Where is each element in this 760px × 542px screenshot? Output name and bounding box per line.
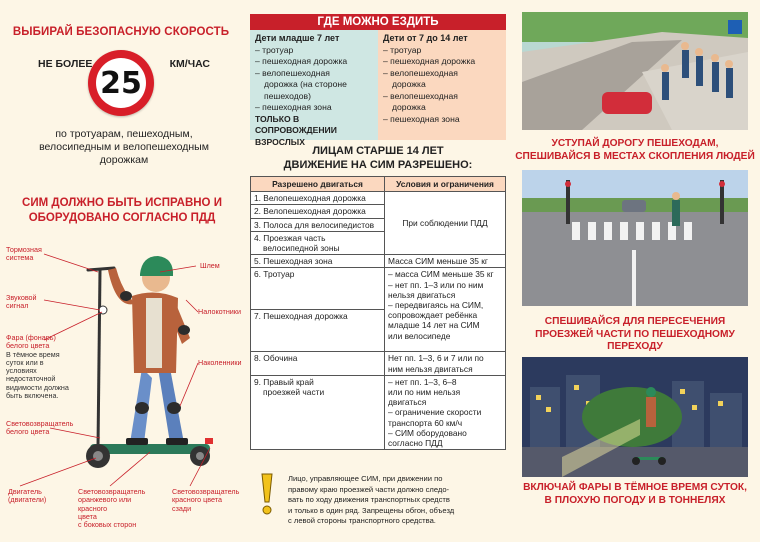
condition-sidewalk: – масса СИМ меньше 35 кг – нет пп. 1–3 или по ним нельзя двигаться – передвигаясь на СИМ, сопровождает ребёнка младше 14 лет на СИМ или велосипеде (385, 268, 506, 352)
adult-note: ТОЛЬКО В СОПРОВОЖДЕНИИ (255, 113, 337, 135)
table-header-conditions: Условия и ограничения (385, 177, 506, 192)
places-line: по тротуарам, пешеходным, (55, 128, 193, 140)
callout-headlight: Фара (фонарь) белого цвета В тёмное время суток или в условиях недостаточной видимости должна быть включена. (6, 333, 69, 401)
table-row: 9. Правый край проезжей части – нет пп. 1–3, 6–8 или по ним нельзя двигаться – ограничение скорости транспорта 60 км/ч – СИМ оборудовано согласно ПДД (251, 375, 506, 449)
helmet (140, 256, 173, 276)
places-line: велосипедным и велопешеходным (39, 141, 209, 153)
callout-helmet: Шлем (200, 261, 220, 270)
column-header: Дети младше 7 лет (255, 33, 340, 43)
where-to-ride-box (250, 14, 506, 147)
speed-limit-sign-icon (88, 50, 154, 116)
table-row: 7. Пешеходная дорожка (251, 310, 506, 352)
road-sign (728, 20, 742, 34)
speed-prefix: НЕ БОЛЕЕ (38, 58, 93, 70)
night-ride-illustration (522, 357, 748, 477)
speed-unit: КМ/ЧАС (169, 58, 210, 70)
scooter-rider-illustration (60, 248, 220, 473)
crosswalk-illustration (522, 170, 748, 306)
elbow-pad (120, 291, 132, 301)
lane-rule-note: Лицо, управляющее СИМ, при движении по правому краю проезжей части должно следо- вать по ходу движения транспортных средств и только в один ряд. Запрещены обгон, объезд с левой стороны транспортного средства. (250, 468, 506, 538)
pedestrians-illustration (522, 12, 748, 130)
knee-pad (167, 402, 181, 414)
table-header-allowed: Разрешено двигаться (251, 177, 385, 192)
exclamation-icon (256, 472, 278, 516)
condition-pdd: При соблюдении ПДД (385, 192, 506, 255)
caption-lights-on: ВКЛЮЧАЙ ФАРЫ В ТЁМНОЕ ВРЕМЯ СУТОК, В ПЛОХУЮ ПОГОДУ И В ТОННЕЛЯХ (523, 482, 747, 506)
speed-limit-value: 25 (96, 58, 146, 108)
knee-pad (135, 402, 149, 414)
rear-reflector (205, 438, 213, 444)
equipment-title-line: ОБОРУДОВАНО СОГЛАСНО ПДД (28, 212, 216, 224)
sim-title: ЛИЦАМ СТАРШЕ 14 ЛЕТ ДВИЖЕНИЕ НА СИМ РАЗРЕШЕНО: (283, 145, 473, 171)
table-row: 4. Проезжая часть велосипедной зоны (251, 231, 506, 254)
caption-dismount-crosswalk: СПЕШИВАЙСЯ ДЛЯ ПЕРЕСЕЧЕНИЯ ПРОЕЗЖЕЙ ЧАСТИ ПО ПЕШЕХОДНОМУ ПЕРЕХОДУ (535, 316, 735, 352)
callout-reflector-white: Световозвращатель белого цвета (6, 419, 74, 437)
table-row: 6. Тротуар – масса СИМ меньше 35 кг – нет пп. 1–3 или по ним нельзя двигаться – передвигаясь на СИМ, сопровождает ребёнка младше 14 лет на СИМ или велосипеде (251, 268, 506, 310)
scooter-stem (98, 270, 100, 448)
callout-motor: Двигатель (двигатели) (8, 487, 47, 505)
equipment-title (14, 196, 230, 226)
equipment-title-line: СИМ ДОЛЖНО БЫТЬ ИСПРАВНО И (22, 197, 222, 209)
condition-roadside: – нет пп. 1–3, 6–8 или по ним нельзя двигаться – ограничение скорости транспорта 60 км/ч – СИМ оборудовано согласно ПДД (385, 375, 506, 449)
callout-reflector-orange: Световозвращатель оранжевого или красного цвета с боковых сторон (78, 487, 146, 530)
callout-horn: Звуковой сигнал (6, 293, 37, 311)
table-row: 1. Велопешеходная дорожка При соблюдении ПДД (251, 192, 506, 205)
caption-yield-pedestrians: УСТУПАЙ ДОРОГУ ПЕШЕХОДАМ, СПЕШИВАЙСЯ В МЕСТАХ СКОПЛЕНИЯ ЛЮДЕЙ (515, 138, 755, 162)
callout-reflector-red: Световозвращатель красного цвета сзади (172, 487, 240, 513)
person-with-scooter (672, 200, 680, 226)
column-header: Дети от 7 до 14 лет (383, 33, 468, 43)
speed-places-text (24, 128, 224, 167)
table-row: 5. Пешеходная зона Масса СИМ меньше 35 кг (251, 255, 506, 268)
sim-rules-table (250, 176, 506, 450)
where-title: ГДЕ МОЖНО ЕЗДИТЬ (250, 14, 506, 30)
speed-limit-row (22, 48, 232, 120)
night-rider (646, 397, 656, 427)
callout-knee: Наколенники (198, 358, 242, 367)
table-row: 8. Обочина Нет пп. 1–3, 6 и 7 или по ним нельзя двигаться (251, 352, 506, 375)
headlight (99, 306, 107, 314)
age-7-14-column: Дети от 7 до 14 лет – тротуар – пешеходная дорожка – велопешеходная дорожка – велопешеходная дорожка – пешеходная зона (378, 30, 506, 140)
speed-title: ВЫБИРАЙ БЕЗОПАСНУЮ СКОРОСТЬ (12, 26, 230, 38)
callout-elbow: Налокотники (198, 307, 241, 316)
under-7-column: Дети младше 7 лет – тротуар – пешеходная дорожка – велопешеходная дорожка (на стороне пешеходов) – пешеходная зона ТОЛЬКО В СОПРОВОЖДЕНИИ ВЗРОСЛЫХ (250, 30, 378, 140)
table-row: 3. Полоса для велосипедистов (251, 218, 506, 231)
places-line: дорожкам (99, 154, 149, 166)
table-row: 2. Велопешеходная дорожка (251, 205, 506, 218)
car (622, 200, 646, 212)
car (602, 92, 652, 114)
callout-brake: Тормозная система (6, 245, 42, 263)
